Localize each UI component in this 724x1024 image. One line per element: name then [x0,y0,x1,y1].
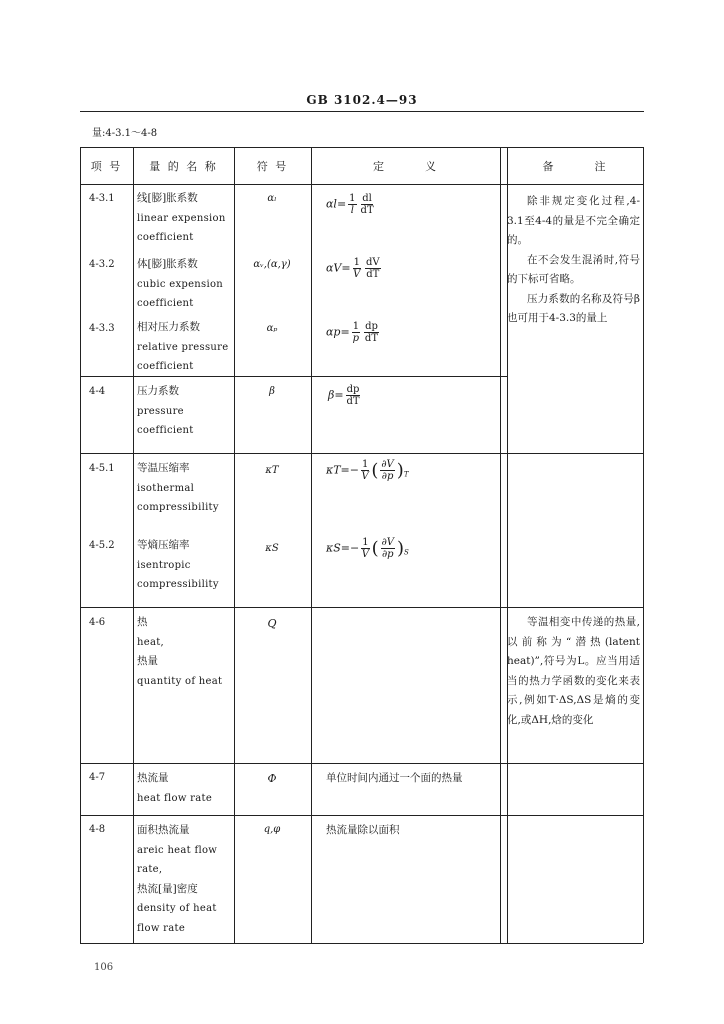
definition-formula: κS=− $\frac{1}{V}$ ( $\frac{\partial V}{\partial p}$ )$_S$ [326,537,409,560]
item-number: 4-8 [89,824,106,835]
row-divider [80,453,643,454]
remarks-text: 除非规定变化过程,4-3.1至4-4的量是不完全确定的。 在不会发生混淆时,符号的下标可省略。 压力系数的名称及符号β也可用于4-3.3的量上 [507,195,640,324]
col-header-remarks: 备 注 [542,159,608,173]
definition-formula: β= $\frac{dp}{dT}$ [328,384,360,407]
quantity-name: 热流量 heat flow rate [137,772,213,804]
page-header-title: GB 3102.4—93 [306,93,418,107]
quantity-symbol: κS [265,543,279,554]
item-number: 4-6 [89,617,106,628]
definition-text: 单位时间内通过一个面的热量 [326,772,463,784]
remarks-text: 等温相变中传递的热量,以前称为“潜热(latent heat)”,符号为L。应当用适当的热力学函数的变化来表示,例如T·ΔS,ΔS是熵的变化,或ΔH,焓的变化 [507,616,640,726]
table-border-bottom [80,943,643,944]
col-header-symbol: 符 号 [256,159,289,173]
quantity-name: 等熵压缩率 isentropic compressibility [137,539,219,590]
quantity-symbol: αₚ [266,323,278,334]
quantity-name: 面积热流量 areic heat flow rate, 热流[量]密度 density of heat flow rate [137,824,218,934]
definition-formula: αp= $\frac{1}{p}$ $\frac{dp}{dT}$ [326,321,378,344]
quantity-symbol: Q [267,617,277,630]
row-divider [80,815,643,816]
quantity-name: 线[膨]胀系数 linear expension coefficient [137,192,226,243]
quantity-symbol: Φ [267,772,277,785]
item-number: 4-3.1 [89,193,115,204]
item-number: 4-3.2 [89,259,115,270]
quantity-symbol: q,φ [263,824,281,835]
quantity-name: 等温压缩率 isothermal compressibility [137,462,219,513]
quantity-symbol: αᵥ,(α,γ) [253,259,291,270]
table-border-right [643,147,644,943]
col-header-definition: 定 义 [373,159,438,173]
row-divider [80,763,643,764]
definition-formula: κT=− $\frac{1}{V}$ ( $\frac{\partial V}{\partial p}$ )$_T$ [326,459,409,482]
col-divider [311,147,312,943]
item-number: 4-7 [89,772,106,783]
quantity-symbol: κT [265,465,279,476]
page-number: 106 [94,962,114,973]
quantity-name: 压力系数 pressure coefficient [137,385,194,436]
quantity-name: 体[膨]胀系数 cubic expension coefficient [137,258,224,309]
quantity-name: 相对压力系数 relative pressure coefficient [137,321,229,372]
table-border-left [80,147,81,943]
item-number: 4-3.3 [89,323,115,334]
item-number: 4-5.2 [89,540,115,551]
quantity-symbol: β [269,386,275,397]
col-header-name: 量 的 名 称 [149,159,218,173]
col-header-no: 项 号 [90,159,123,173]
row-divider [80,607,643,608]
col-divider [133,147,134,943]
header-rule-bottom [80,184,643,185]
definition-formula: αV= $\frac{1}{V}$ $\frac{dV}{dT}$ [326,257,380,280]
item-number: 4-5.1 [89,463,115,474]
item-number: 4-4 [89,386,106,397]
definition-text: 热流量除以面积 [326,824,400,836]
col-divider [500,147,501,943]
quantity-symbol: αₗ [267,193,277,204]
table-subtitle: 量:4-3.1～4-8 [92,128,158,139]
quantity-name: 热 heat, 热量 quantity of heat [137,616,223,687]
quantities-table [80,147,643,943]
header-rule [80,111,644,112]
definition-formula: αl= $\frac{1}{l}$ $\frac{dl}{dT}$ [326,193,374,216]
